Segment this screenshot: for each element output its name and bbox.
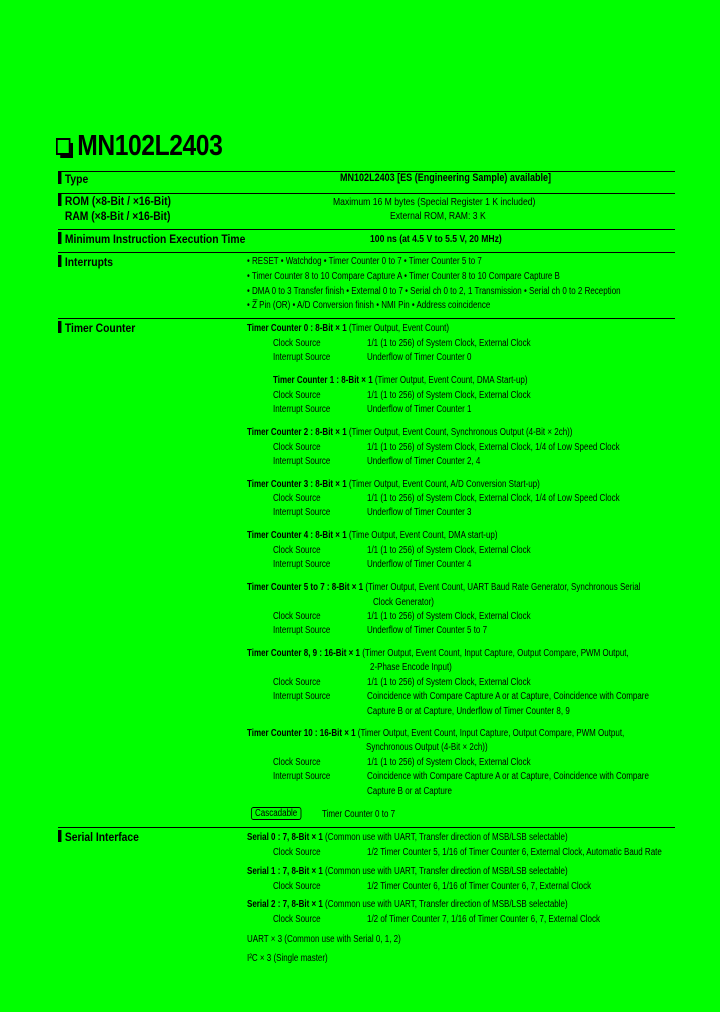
interrupt-line: • RESET • Watchdog • Timer Counter 0 to 7 • Timer Counter 5 to 7 <box>247 256 482 267</box>
interrupt-source-label: Interrupt Source <box>273 456 331 467</box>
clock-source-value: 1/1 (1 to 256) of System Clock, External Clock <box>367 545 531 556</box>
clock-source-value: 1/1 (1 to 256) of System Clock, External Clock, 1/4 of Low Speed Clock <box>367 442 620 453</box>
title-text: MN102L2403 <box>77 130 223 162</box>
interrupt-source-value: Coincidence with Compare Capture A or at Capture, Coincidence with Compare <box>367 771 649 782</box>
clock-source-label: Clock Source <box>273 611 321 622</box>
bullet-bar-icon <box>58 232 61 244</box>
i2c-line: I²C × 3 (Single master) <box>247 953 328 964</box>
clock-source-label: Clock Source <box>273 390 321 401</box>
clock-source-value: 1/1 (1 to 256) of System Clock, External Clock <box>367 390 531 401</box>
bullet-bar-icon <box>58 321 61 333</box>
timer-block-head: Timer Counter 3 : 8-Bit × 1 (Timer Output, Event Count, A/D Conversion Start-up) <box>247 479 540 490</box>
interrupt-line: • Z̅ Pin (OR) • A/D Conversion finish • NMI Pin • Address coincidence <box>247 300 491 311</box>
serial-block-head: Serial 1 : 7, 8-Bit × 1 (Common use with UART, Transfer direction of MSB/LSB selectable) <box>247 866 568 877</box>
uart-line: UART × 3 (Common use with Serial 0, 1, 2) <box>247 934 401 945</box>
clock-source-label: Clock Source <box>273 881 321 892</box>
section-min-instruction-label: Minimum Instruction Execution Time <box>58 232 245 246</box>
timer-block-desc: Clock Generator) <box>373 597 434 608</box>
timer-block-head: Timer Counter 1 : 8-Bit × 1 (Timer Output, Event Count, DMA Start-up) <box>273 375 528 386</box>
interrupt-source-value: Underflow of Timer Counter 4 <box>367 559 472 570</box>
interrupt-line: • DMA 0 to 3 Transfer finish • External 0 to 7 • Serial ch 0 to 2, 1 Transmission • Serial ch 0 to 2 Reception <box>247 286 621 297</box>
divider <box>58 252 675 253</box>
clock-source-label: Clock Source <box>273 493 321 504</box>
section-rom-label: ROM (×8-Bit / ×16-Bit) <box>58 194 171 208</box>
interrupt-line: • Timer Counter 8 to 10 Compare Capture A • Timer Counter 8 to 10 Compare Capture B <box>247 271 560 282</box>
cascadable-badge: Cascadable <box>251 808 301 820</box>
timer-block-head: Timer Counter 0 : 8-Bit × 1 (Timer Output, Event Count) <box>247 323 450 334</box>
timer-block-head: Timer Counter 4 : 8-Bit × 1 (Time Output, Event Count, DMA start-up) <box>247 530 498 541</box>
interrupt-source-value: Underflow of Timer Counter 1 <box>367 404 472 415</box>
clock-source-label: Clock Source <box>273 914 321 925</box>
clock-source-label: Clock Source <box>273 442 321 453</box>
timer-block-head: Timer Counter 2 : 8-Bit × 1 (Timer Output, Event Count, Synchronous Output (4-Bit × 2ch)) <box>247 427 573 438</box>
bullet-bar-icon <box>58 194 61 206</box>
bullet-bar-icon <box>58 172 61 184</box>
clock-source-value: 1/2 Timer Counter 6, 1/16 of Timer Counter 6, 7, External Clock <box>367 881 592 892</box>
rom-value: Maximum 16 M bytes (Special Register 1 K included) <box>333 196 536 208</box>
ram-value: External ROM, RAM: 3 K <box>390 210 486 222</box>
bullet-bar-icon <box>58 255 61 267</box>
section-timer-counter-label: Timer Counter <box>58 321 135 335</box>
page-title <box>56 130 222 163</box>
divider <box>58 318 675 319</box>
section-serial-interface-label: Serial Interface <box>58 830 139 844</box>
clock-source-value: 1/2 of Timer Counter 7, 1/16 of Timer Counter 6, 7, External Clock <box>367 914 600 925</box>
serial-block-head: Serial 0 : 7, 8-Bit × 1 (Common use with UART, Transfer direction of MSB/LSB selectable) <box>247 832 568 843</box>
bullet-bar-icon <box>58 830 61 842</box>
interrupt-source-value: Underflow of Timer Counter 2, 4 <box>367 456 481 467</box>
interrupt-source-value: Capture B or at Capture, Underflow of Timer Counter 8, 9 <box>367 706 570 717</box>
type-value: MN102L2403 [ES (Engineering Sample) available] <box>340 172 552 184</box>
interrupt-source-value: Capture B or at Capture <box>367 786 452 797</box>
divider <box>58 827 675 828</box>
timer-block-head: Timer Counter 5 to 7 : 8-Bit × 1 (Timer Output, Event Count, UART Baud Rate Generator, Synchronous Serial <box>247 582 641 593</box>
section-type-label: Type <box>58 172 88 186</box>
clock-source-value: 1/2 Timer Counter 5, 1/16 of Timer Counter 6, External Clock, Automatic Baud Rate <box>367 847 662 858</box>
timer-block-head: Timer Counter 8, 9 : 16-Bit × 1 (Timer Output, Event Count, Input Capture, Output Compare, PWM Output, <box>247 648 629 659</box>
min-instruction-value: 100 ns (at 4.5 V to 5.5 V, 20 MHz) <box>370 233 502 245</box>
checkbox-square-icon <box>56 138 70 155</box>
clock-source-label: Clock Source <box>273 847 321 858</box>
interrupt-source-value: Underflow of Timer Counter 0 <box>367 352 472 363</box>
cascadable-value: Timer Counter 0 to 7 <box>322 809 396 820</box>
interrupt-source-label: Interrupt Source <box>273 507 331 518</box>
interrupt-source-label: Interrupt Source <box>273 691 331 702</box>
interrupt-source-value: Underflow of Timer Counter 3 <box>367 507 472 518</box>
interrupt-source-label: Interrupt Source <box>273 771 331 782</box>
divider <box>58 229 675 230</box>
interrupt-source-label: Interrupt Source <box>273 559 331 570</box>
interrupt-source-value: Underflow of Timer Counter 5 to 7 <box>367 625 488 636</box>
timer-block-desc: Synchronous Output (4-Bit × 2ch)) <box>366 742 488 753</box>
timer-block-desc: 2-Phase Encode Input) <box>370 662 452 673</box>
clock-source-label: Clock Source <box>273 545 321 556</box>
serial-block-head: Serial 2 : 7, 8-Bit × 1 (Common use with UART, Transfer direction of MSB/LSB selectable) <box>247 899 568 910</box>
clock-source-value: 1/1 (1 to 256) of System Clock, External Clock, 1/4 of Low Speed Clock <box>367 493 620 504</box>
clock-source-label: Clock Source <box>273 677 321 688</box>
timer-block-head: Timer Counter 10 : 16-Bit × 1 (Timer Output, Event Count, Input Capture, Output Compare, PWM Output, <box>247 728 625 739</box>
section-ram-label: RAM (×8-Bit / ×16-Bit) <box>64 209 171 223</box>
interrupt-source-label: Interrupt Source <box>273 352 331 363</box>
interrupt-source-label: Interrupt Source <box>273 625 331 636</box>
interrupt-source-value: Coincidence with Compare Capture A or at Capture, Coincidence with Compare <box>367 691 649 702</box>
clock-source-value: 1/1 (1 to 256) of System Clock, External Clock <box>367 338 531 349</box>
clock-source-label: Clock Source <box>273 338 321 349</box>
clock-source-value: 1/1 (1 to 256) of System Clock, External Clock <box>367 757 531 768</box>
clock-source-label: Clock Source <box>273 757 321 768</box>
clock-source-value: 1/1 (1 to 256) of System Clock, External Clock <box>367 611 531 622</box>
clock-source-value: 1/1 (1 to 256) of System Clock, External Clock <box>367 677 531 688</box>
interrupt-source-label: Interrupt Source <box>273 404 331 415</box>
section-interrupts-label: Interrupts <box>58 255 113 269</box>
